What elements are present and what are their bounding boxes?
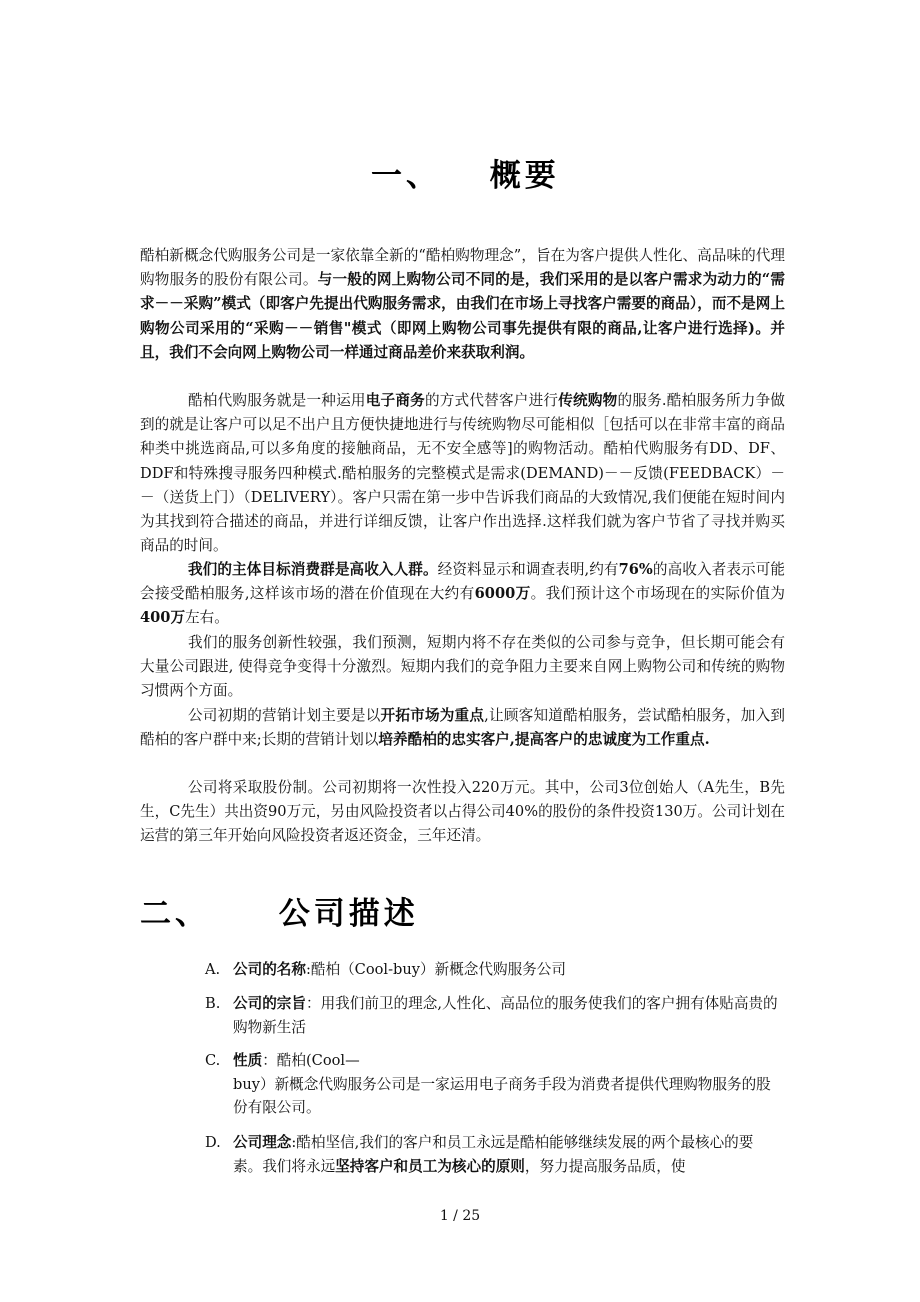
text-run: 酷柏新概念代购服务公司是一家依靠全新的“酷柏购物理念”，旨在为客户提供人性化、高品味的代理购物服务的股份有限公司。 [140,247,785,289]
bold-text-run: 传统购物 [558,392,618,409]
text-run: 酷柏代购服务就是一种运用 [188,392,366,409]
bold-text-run: 开拓市场为重点 [380,707,485,724]
section2-title: 公司描述 [278,896,419,932]
bold-text-run: 400万 [140,609,186,627]
section1-title: 概要 [489,158,560,194]
text-run: ，努力提高服务品质，使 [524,1157,686,1175]
item-marker: C. [205,1052,221,1069]
bold-text-run: 坚持客户和员工为核心的原则 [335,1157,525,1175]
text-run: ：用我们前卫的理念,人性化、高品位的服务使我们的客户拥有体贴高贵的购物新生活 [233,995,778,1036]
item-marker: A. [205,961,221,978]
bold-text-run: 与一般的网上购物公司不同的是，我们采用的是以客户需求为动力的“需求－－采购”模式（即客户先提出代购服务需求，由我们在市场上寻找客户需要的商品），而不是网上购物公司采用的“采购－－销售"模式（即网上购物公司事先提供有限的商品,让客户进行选择)。并且，我们不会向网上购物公司一样通过商品差价来获取利润。 [140,271,785,361]
text-run: buy）新概念代购服务公司是一家运用电子商务手段为消费者提供代理购物服务的股份有限公司。 [233,1075,771,1116]
bold-text-run: 性质 [233,1052,263,1069]
text-run: 经资料显示和调查表明,约有 [437,561,619,578]
section1-paragraph-4 [140,631,785,704]
company-item [205,1131,780,1178]
section1-paragraph-1 [140,244,785,365]
text-run: 我们的服务创新性较强，我们预测，短期内将不存在类似的公司参与竞争，但长期可能会有大量公司跟进, 使得竞争变得十分激烈。短期内我们的竞争阻力主要来自网上购物公司和传统的购物习惯两个方面。 [140,634,785,700]
bold-text-run: 培养酷柏的忠实客户,提高客户的忠诚度为工作重点. [378,731,710,749]
text-run: ,让顾客知道酷柏服务，尝试酷柏服务，加入到酷柏的客户群中来;长期的营销计划以 [140,707,785,749]
bold-text-run: 公司理念 [233,1134,292,1151]
item-text [233,1049,780,1120]
text-run: 的服务.酷柏服务所力争做到的就是让客户可以足不出户且方便快捷地进行与传统购物尽可能相似［包括可以在非常丰富的商品种类中挑选商品,可以多角度的接触商品，无不安全感等]的购物活动。酷柏代购服务有DD、DF、DDF和特殊搜寻服务四种模式.酷柏服务的完整模式是需求(DEMAND)－－反馈(FEEDBACK）－－（送货上门）（DELIVERY）。客户只需在第一步中告诉我们商品的大致情况,我们便能在短时间内为其找到符合描述的商品，并进行详细反馈，让客户作出选择.这样我们就为客户节省了寻找并购买商品的时间。 [140,392,785,555]
bold-text-run: 6000万 [474,585,531,603]
item-text [233,992,780,1039]
bold-text-run: 公司的宗旨 [233,995,306,1012]
bold-text-run: 公司的名称 [233,961,306,978]
bold-text-run: 76% [618,561,653,578]
text-run: 公司初期的营销计划主要是以 [188,707,381,724]
item-text [233,958,780,982]
bold-text-run: 我们的主体目标消费群是高收入人群。 [188,561,438,578]
text-run: 的高收入者表示可能会接受酷柏服务,这样该市场的潜在价值现在大约有 [140,561,785,603]
text-run: :酷柏坚信,我们的客户和员工永远是酷柏能够继续发展的两个最核心的要素。我们将永远 [233,1134,754,1175]
section1-paragraph-6 [140,776,785,849]
text-run: 左右。 [185,609,229,627]
text-run: :酷柏（Cool-buy）新概念代购服务公司 [305,961,566,978]
section1-number: 一、 [371,158,441,194]
item-text [233,1131,780,1178]
page-number: 1 / 25 [439,1208,481,1224]
item-marker: D. [205,1134,221,1151]
section1-heading [371,150,560,195]
text-run: 。我们预计这个市场现在的实际价值为 [530,585,785,603]
company-item [205,958,780,982]
section1-paragraph-3 [140,558,785,631]
text-run: 公司将采取股份制。公司初期将一次性投入220万元。其中，公司3位创始人（A先生，B先生，C先生）共出资90万元，另由风险投资者以占得公司40%的股份的条件投资130万。公司计划在运营的第三年开始向风险投资者返还资金，三年还清。 [140,779,785,845]
company-item [205,1049,780,1120]
section2-heading [140,888,419,933]
bold-text-run: 电子商务 [365,392,425,409]
company-item [205,992,780,1039]
item-marker: B. [205,995,221,1012]
section1-paragraph-2 [140,389,785,558]
text-run: 的方式代替客户进行 [424,392,559,409]
section1-paragraph-5 [140,704,785,752]
section2-number: 二、 [140,896,210,932]
text-run: ：酷柏(Cool— [262,1052,360,1069]
